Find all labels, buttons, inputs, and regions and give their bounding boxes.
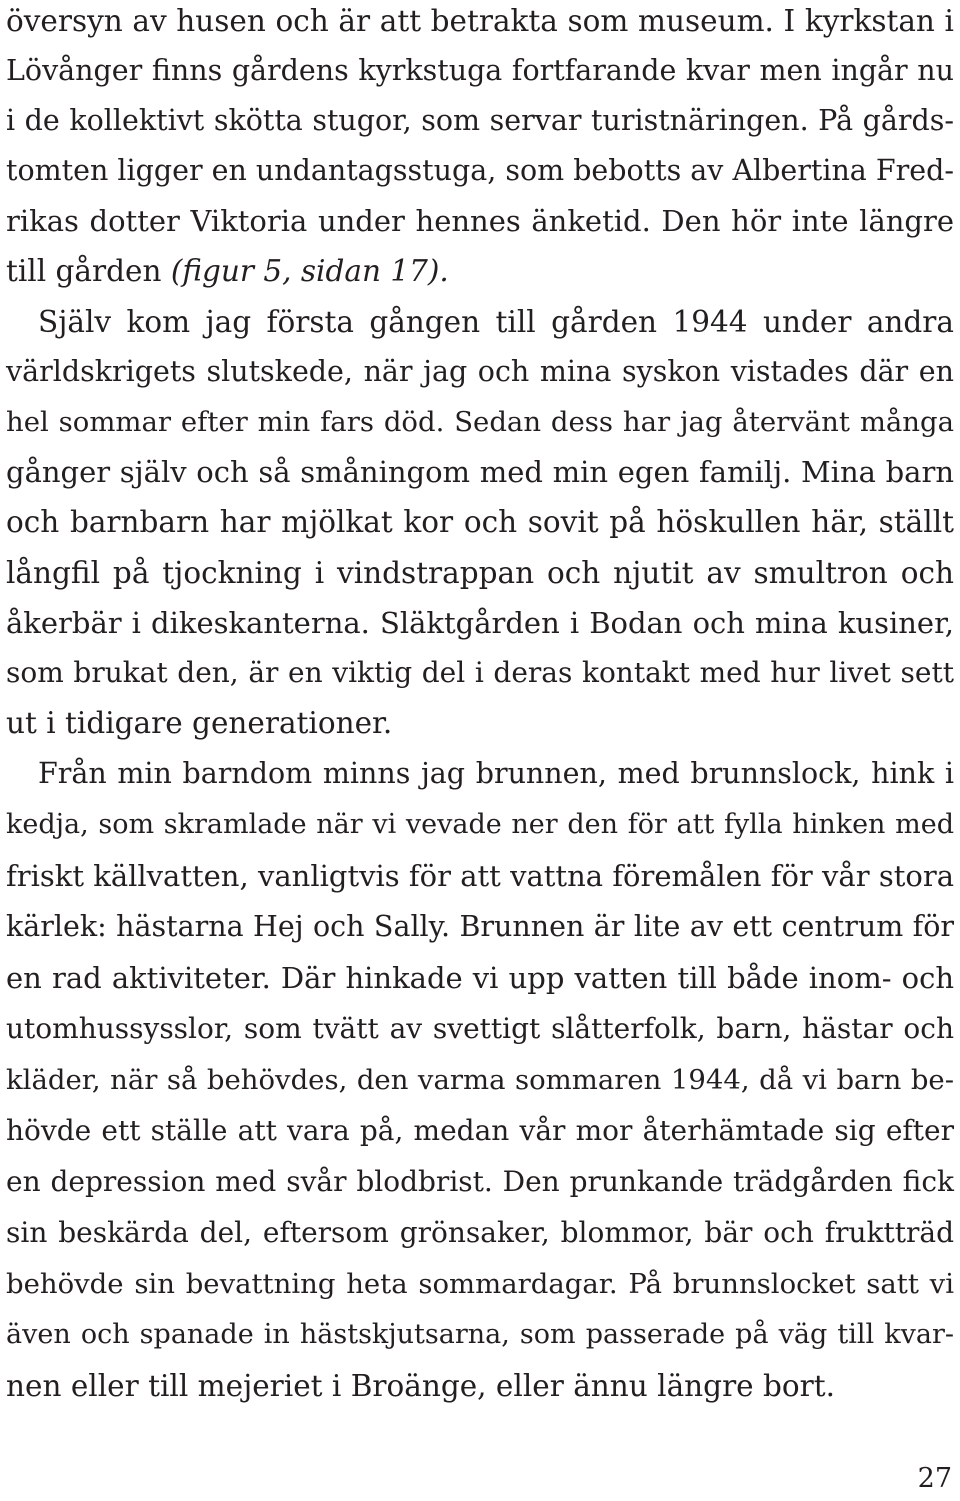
text-line: kedja, som skramlade när vi vevade ner den för att fylla hinken med [6,809,954,840]
text-line: och barnbarn har mjölkat kor och sovit på höskullen här, ställt [6,505,954,539]
text-line: Själv kom jag första gången till gården 1944 under andra [38,305,954,339]
text-line: Lövånger finns gårdens kyrkstuga fortfarande kvar men ingår nu [6,54,954,87]
text-line: även och spanade in hästskjutsarna, som passerade på väg till kvar- [6,1319,954,1350]
text-line: hel sommar efter min fars död. Sedan dess har jag återvänt många [6,406,954,438]
text-line: till gården (figur 5, sidan 17). [6,254,449,288]
text-line: åkerbär i dikeskanterna. Släktgården i Bodan och mina kusiner, [6,606,954,640]
text-line: tomten ligger en undantagsstuga, som bebotts av Albertina Fred- [6,154,954,187]
text-line: en rad aktiviteter. Där hinkade vi upp vatten till både inom- och [6,961,954,995]
text-line: friskt källvatten, vanligtvis för att vattna föremålen för vår stora [6,859,954,893]
text-line: i de kollektivt skötta stugor, som servar turistnäringen. På gårds- [6,104,954,137]
text-line: ut i tidigare generationer. [6,706,393,740]
text-line: nen eller till mejeriet i Broänge, eller ännu längre bort. [6,1369,835,1403]
figure-reference: (figur 5, sidan 17). [170,254,449,288]
text-line: som brukat den, är en viktig del i deras kontakt med hur livet sett [6,656,954,689]
text-line: behövde sin bevattning heta sommardagar. På brunnslocket satt vi [6,1268,954,1300]
text-line: sin beskärda del, eftersom grönsaker, blommor, bär och fruktträd [6,1216,954,1249]
text-line: långfil på tjockning i vindstrappan och njutit av smultron och [6,556,954,590]
text-line: gånger själv och så småningom med min egen familj. Mina barn [6,455,954,489]
text-line: rikas dotter Viktoria under hennes änketid. Den hör inte längre [6,204,954,238]
text-line: översyn av husen och är att betrakta som museum. I kyrkstan i [6,4,954,38]
text-line: kärlek: hästarna Hej och Sally. Brunnen är lite av ett centrum för [6,910,954,943]
text-line: Från min barndom minns jag brunnen, med brunnslock, hink i [38,757,954,790]
text-line: en depression med svår blodbrist. Den prunkande trädgården fick [6,1165,954,1198]
text-line: världskrigets slutskede, när jag och mina syskon vistades där en [6,355,954,388]
page-number: 27 [917,1463,952,1494]
text-line: hövde ett ställe att vara på, medan vår mor återhämtade sig efter [6,1114,954,1147]
text-line: utomhussysslor, som tvätt av svettigt slåtterfolk, barn, hästar och [6,1012,954,1045]
text-line: kläder, när så behövdes, den varma sommaren 1944, då vi barn be- [6,1064,954,1096]
